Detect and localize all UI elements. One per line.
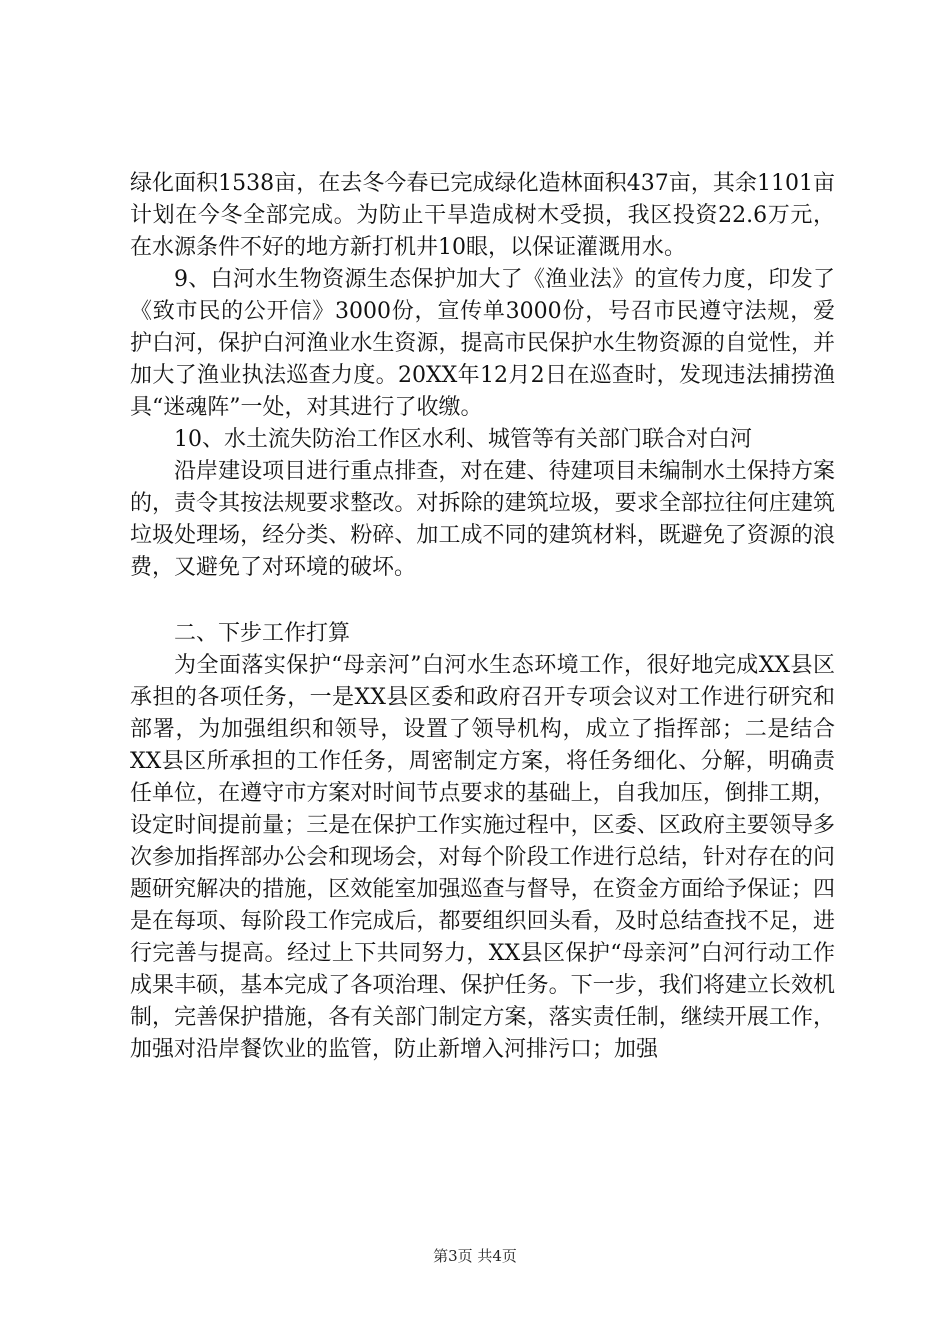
paragraph-next-steps: 为全面落实保护“母亲河”白河水生态环境工作，很好地完成XX县区承担的各项任务，一是XX县区委和政府召开专项会议对工作进行研究和部署，为加强组织和领导，设置了领导机构，成立了指挥部；二是结合XX县区所承担的工作任务，周密制定方案，将任务细化、分解，明确责任单位，在遵守市方案对时间节点要求的基础上，自我加压，倒排工期，设定时间提前量；三是在保护工作实施过程中，区委、区政府主要领导多次参加指挥部办公会和现场会，对每个阶段工作进行总结，针对存在的问题研究解决的措施，区效能室加强巡查与督导，在资金方面给予保证；四是在每项、每阶段工作完成后，都要组织回头看，及时总结查找不足，进行完善与提高。经过上下共同努力，XX县区保护“母亲河”白河行动工作成果丰硕，基本完成了各项治理、保护任务。下一步，我们将建立长效机制，完善保护措施，各有关部门制定方案，落实责任制，继续开展工作，加强对沿岸餐饮业的监管，防止新增入河排污口；加强 xyxy=(130,653,835,1062)
page-number: 第3页 共4页 xyxy=(433,1247,517,1265)
paragraph-riverside-projects: 沿岸建设项目进行重点排查，对在建、待建项目未编制水土保持方案的，责令其按法规要求整改。对拆除的建筑垃圾，要求全部拉往何庄建筑垃圾处理场，经分类、粉碎、加工成不同的建筑材料，既避免了资源的浪费，又避免了对环境的破坏。 xyxy=(130,459,835,580)
document-body xyxy=(130,168,835,1066)
section-heading: 二、下步工作打算 xyxy=(174,621,351,646)
paragraph-aquatic-protection: 9、白河水生物资源生态保护加大了《渔业法》的宣传力度，印发了《致市民的公开信》3000份，宣传单3000份，号召市民遵守法规，爱护白河，保护白河渔业水生资源，提高市民保护水生物资源的自觉性，并加大了渔业执法巡查力度。20XX年12月2日在巡查时，发现违法捕捞渔具“迷魂阵”一处，对其进行了收缴。 xyxy=(130,267,835,420)
paragraph-soil-erosion: 10、水土流失防治工作区水利、城管等有关部门联合对白河 xyxy=(174,427,752,452)
paragraph-greening: 绿化面积1538亩，在去冬今春已完成绿化造林面积437亩，其余1101亩计划在今冬全部完成。为防止干旱造成树木受损，我区投资22.6万元，在水源条件不好的地方新打机井10眼，以保证灌溉用水。 xyxy=(130,171,835,260)
paragraph-gap xyxy=(130,584,835,618)
